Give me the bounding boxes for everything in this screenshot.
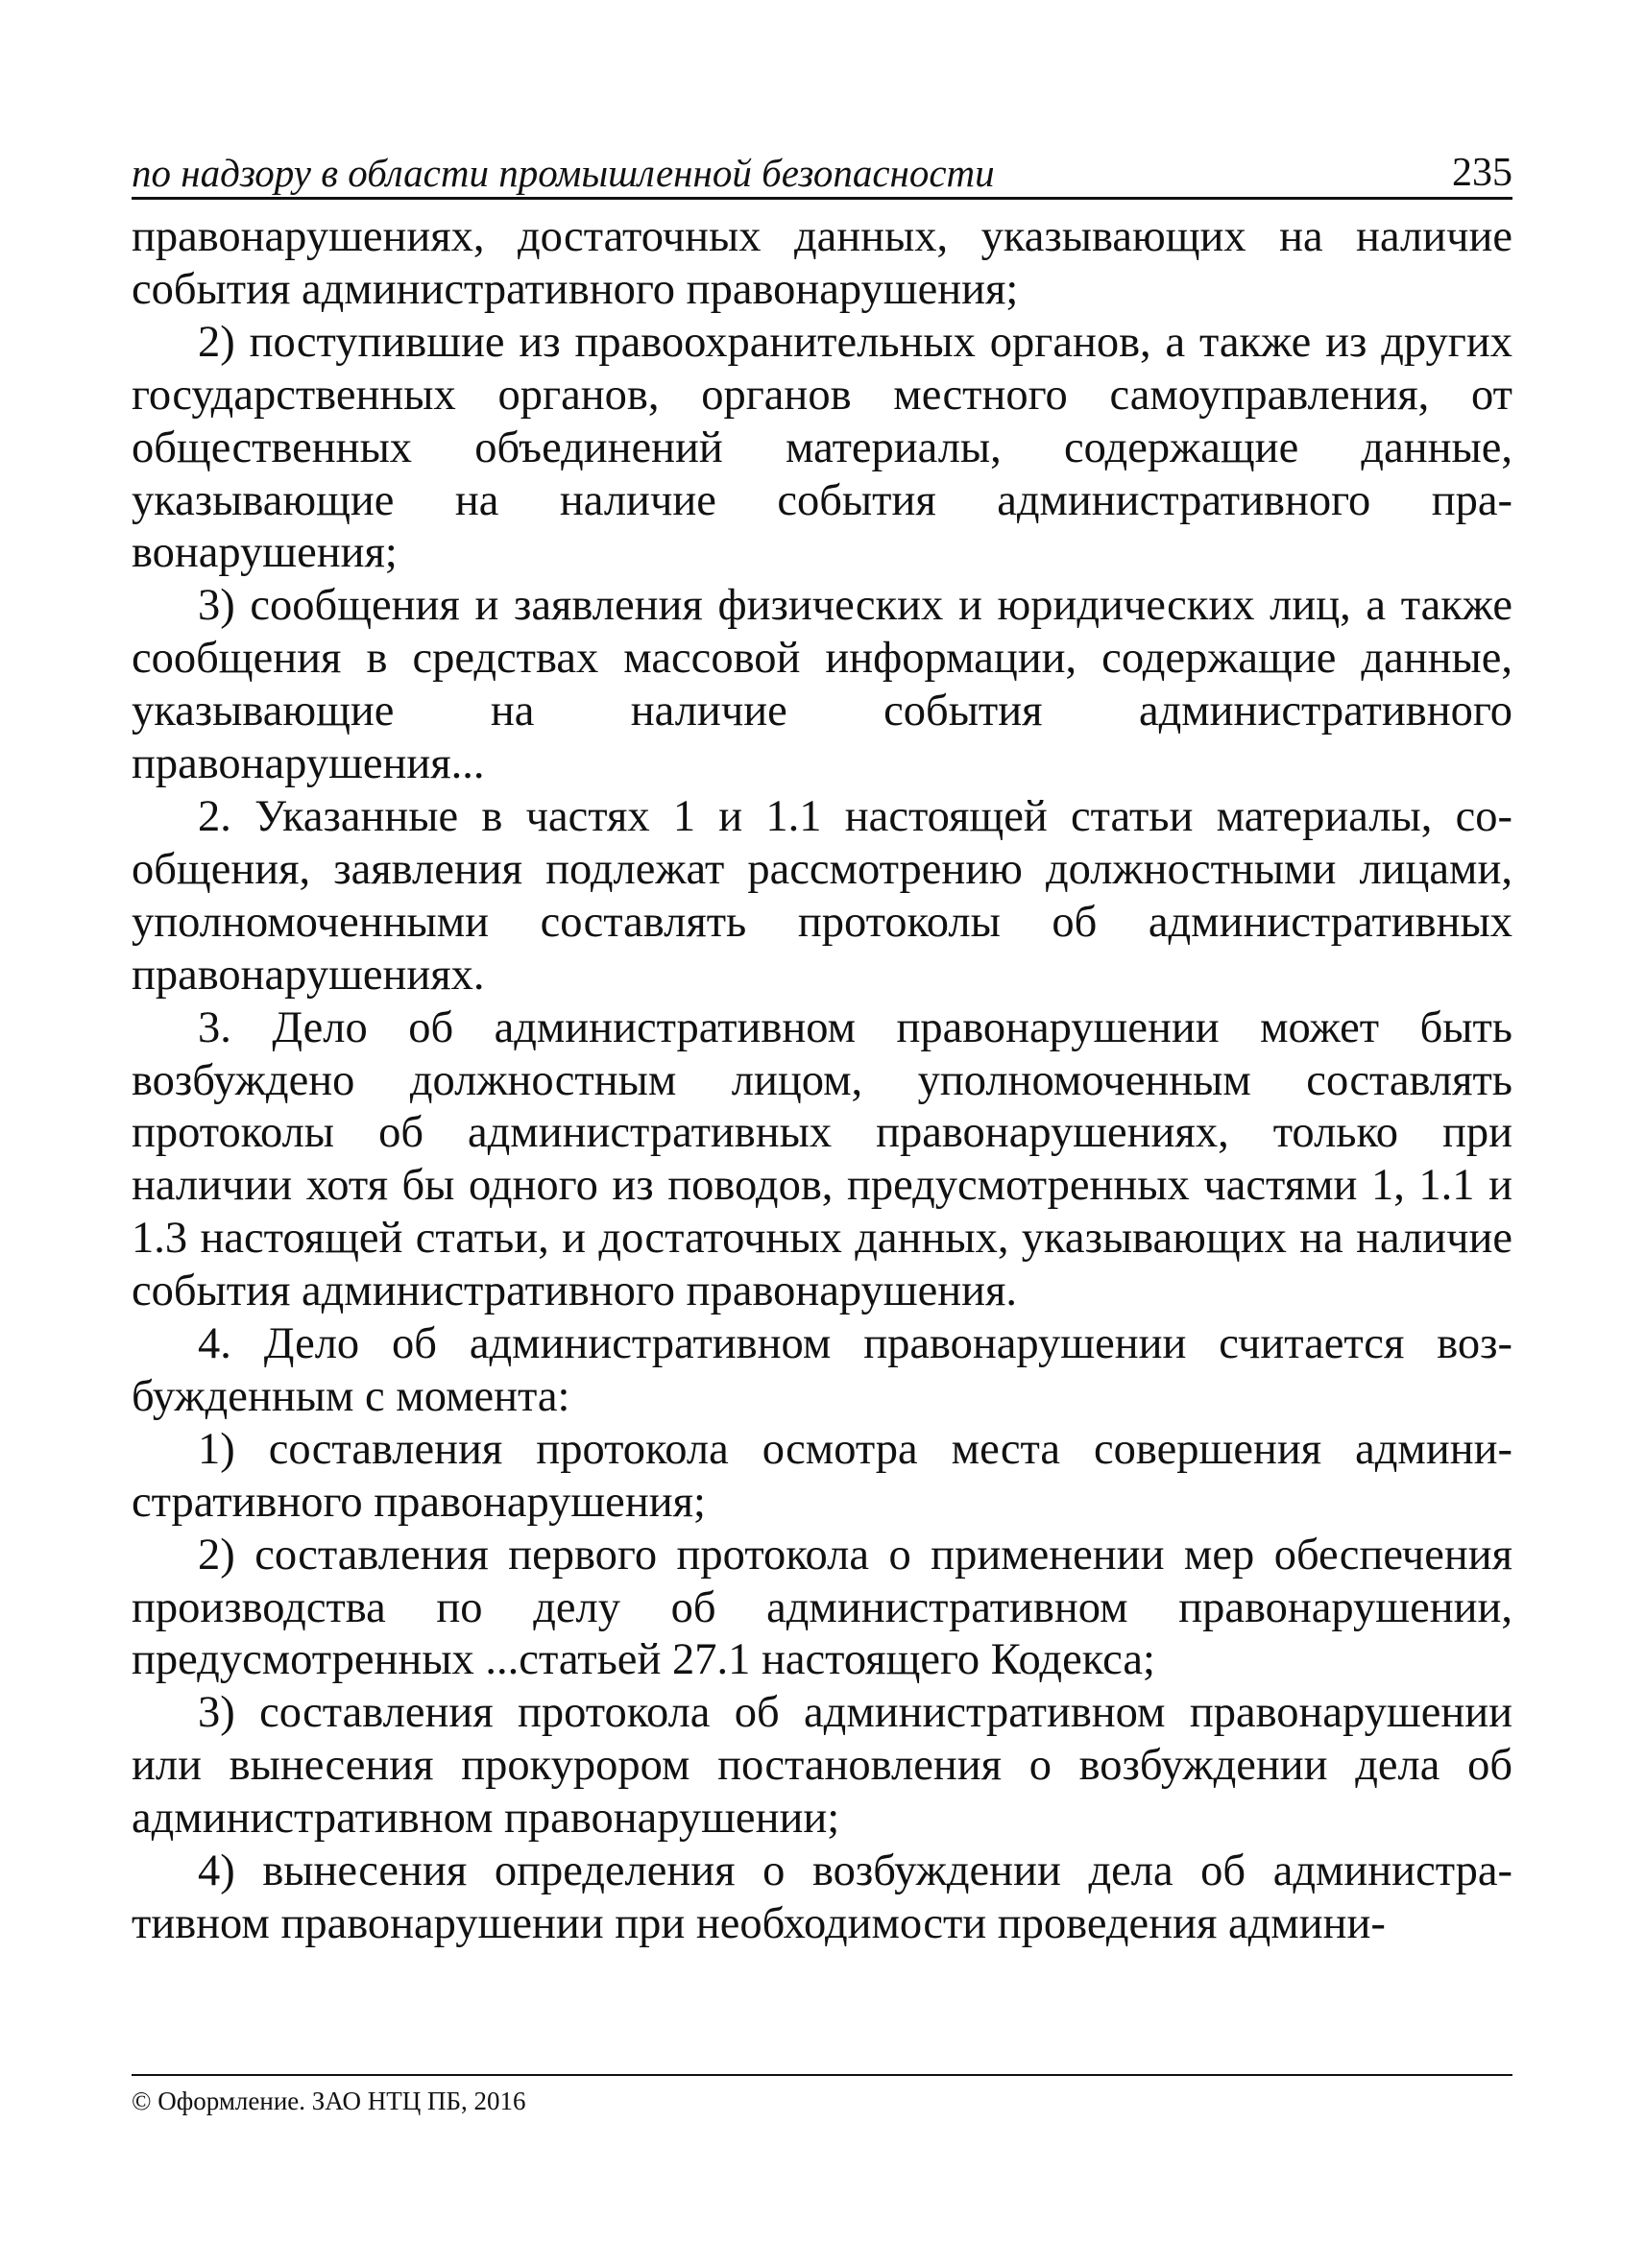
running-header bbox=[132, 142, 1512, 200]
copyright-text: © Оформление. ЗАО НТЦ ПБ, 2016 bbox=[132, 2087, 526, 2115]
page-number: 235 bbox=[1452, 151, 1512, 195]
paragraph-part-4-item-3: 3) составления протокола об административном правонарушении или вынесения прокурором постановления о возбуждении дела об административном правонарушении; bbox=[132, 1688, 1512, 1844]
paragraph-part-4-item-1: 1) составления протокола осмотра места совершения административного правонарушения; bbox=[132, 1424, 1512, 1527]
paragraph-item-2: 2) поступившие из правоохранительных органов, а также из других государственных органов, органов местного самоуправления, от общественных объединений материалы, содержащие данные, указывающие на наличие события административного правонарушения; bbox=[132, 317, 1512, 578]
header-title: по надзору в области промышленной безопасности bbox=[132, 151, 995, 195]
paragraph-part-4: 4. Дело об административном правонарушении считается возбужденным с момента: bbox=[132, 1319, 1512, 1421]
paragraph-part-3: 3. Дело об административном правонарушении может быть возбуждено должностным лицом, уполномоченным составлять протоколы об административных правонарушениях, только при наличии хотя бы одного из поводов, предусмотренных частями 1, 1.1 и 1.3 настоящей статьи, и достаточных данных, указывающих на наличие события административного правонарушения. bbox=[132, 1002, 1512, 1316]
copyright-footer bbox=[132, 2074, 1512, 2116]
paragraph-part-2: 2. Указанные в частях 1 и 1.1 настоящей статьи материалы, сообщения, заявления подлежат рассмотрению должностными лицами, уполномоченными составлять протоколы об административных правонарушениях. bbox=[132, 791, 1512, 1000]
paragraph-continuation: правонарушениях, достаточных данных, указывающих на наличие события административного правонарушения; bbox=[132, 212, 1512, 314]
paragraph-item-3: 3) сообщения и заявления физических и юридических лиц, а также сообщения в средствах массовой информации, содержащие данные, указывающие на наличие события административного правонарушения... bbox=[132, 581, 1512, 789]
paragraph-part-4-item-4: 4) вынесения определения о возбуждении дела об административном правонарушении при необходимости проведения админи- bbox=[132, 1846, 1512, 1948]
body-text bbox=[132, 211, 1512, 1951]
paragraph-part-4-item-2: 2) составления первого протокола о применении мер обеспечения производства по делу об административном правонарушении, предусмотренных ...статьей 27.1 настоящего Кодекса; bbox=[132, 1530, 1512, 1685]
